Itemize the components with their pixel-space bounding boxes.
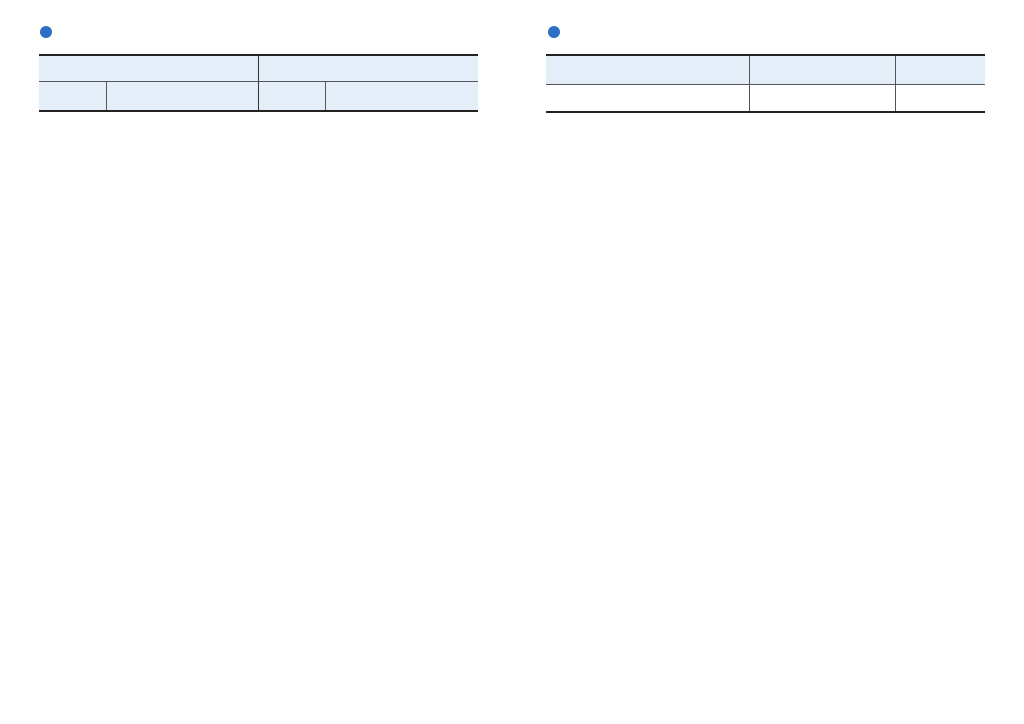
units-dim — [749, 85, 895, 113]
a-series-header — [258, 55, 478, 82]
area-header — [895, 55, 985, 85]
b-code-header — [39, 82, 106, 112]
units-area — [895, 85, 985, 113]
finished-size-table — [39, 54, 478, 112]
left-section-title — [40, 26, 58, 38]
name-header — [546, 55, 749, 85]
a-code-header — [258, 82, 325, 112]
a-dim-header — [325, 82, 478, 112]
bullet-icon — [40, 26, 52, 38]
dim-header — [749, 55, 895, 85]
right-section-title — [548, 26, 566, 38]
base-paper-size-table — [546, 54, 985, 113]
b-dim-header — [106, 82, 258, 112]
bullet-icon — [548, 26, 560, 38]
b-series-header — [39, 55, 258, 82]
units-name-cell — [546, 85, 749, 113]
